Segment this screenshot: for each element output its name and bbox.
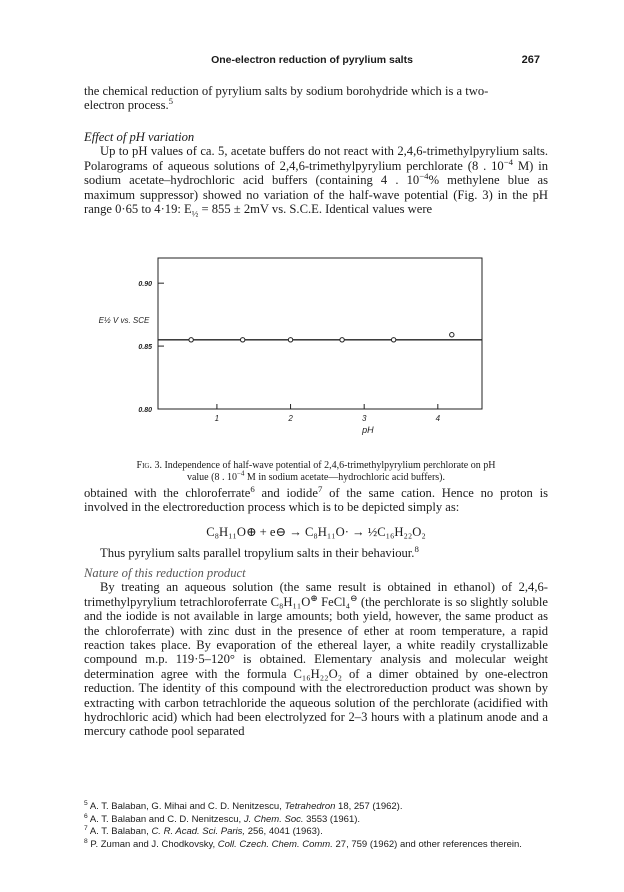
data-point (450, 333, 454, 337)
data-point (391, 338, 395, 342)
top-line-2: electron process. (84, 98, 169, 113)
conclusion-paragraph: Thus pyrylium salts parallel tropylium salts in their behaviour.$^8$ (100, 543, 419, 560)
data-point (240, 338, 244, 342)
x-axis-label: pH (362, 425, 374, 435)
footnote-8: $^8$ P. Zuman and J. Chodkovsky, Coll. Czech. Chem. Comm. 27, 759 (1962) and other references therein. (84, 837, 522, 850)
data-point (340, 338, 344, 342)
y-tick-label: 0.90 (138, 281, 152, 289)
y-tick-label: 0.85 (138, 344, 152, 352)
page-header (84, 54, 540, 70)
footnote-6: $^6$ A. T. Balaban and C. D. Nenitzescu, J. Chem. Soc. 3553 (1961). (84, 812, 361, 825)
data-point (288, 338, 292, 342)
x-tick-label: 1 (214, 414, 220, 423)
section-heading-nature: Nature of this reduction product (84, 566, 246, 580)
section-nature (84, 566, 548, 739)
half-wave-potential-chart (84, 246, 548, 476)
section-ph (84, 130, 548, 219)
ph-paragraph: Up to pH values of ca. 5, acetate buffers do not react with 2,4,6-trimethylpyrylium salts. Polarograms of aqueous solutions of 2,4,6-trimethylpyrylium perchlorate (8 . $10^{-4}$ M) in sodium acetate–hydrochloric acid buffers (containing 4 . $10^{-4}\%$ methylene blue as maximum suppressor) showed no variation of the half-wave potential (Fig. 3) in the pH range 0·65 to 4·19: $E_{\frac{1}{2}} = 855 \pm 2mV$ vs. S.C.E. Identical values were (84, 144, 548, 219)
figure-caption (84, 460, 548, 484)
after-figure-paragraph: obtained with the chloroferrate$^6$ and iodide$^7$ of the same cation. Hence no proton is involved in the electroreduction process which is to be depicted simply as: (84, 483, 548, 515)
section-heading-ph: Effect of pH variation (84, 130, 195, 144)
ref-5: 5 (168, 96, 174, 107)
footnote-7: $^7$ A. T. Balaban, C. R. Acad. Sci. Paris, 256, 4041 (1963). (84, 825, 323, 838)
page-number: 267 (521, 54, 540, 66)
reduction-equation: C₈H₁₁O⊕ + e⊖ → C₈H₁₁O· → ½C₁₆H₂₂O₂ (206, 525, 426, 539)
running-title: One-electron reduction of pyrylium salts (211, 54, 413, 66)
top-line-1: the chemical reduction of pyrylium salts by sodium borohydride which is a two- (84, 84, 489, 98)
plot-frame (158, 258, 482, 409)
footnotes (84, 801, 548, 851)
caption-label: Fig. 3. (136, 460, 162, 471)
caption-line-2: value (8 . $10^{-4}$ M in sodium acetate—hydrochloric acid buffers). (186, 469, 446, 483)
y-tick-label: 0.80 (138, 407, 152, 414)
nature-paragraph: By treating an aqueous solution (the same result is obtained in ethanol) of 2,4,6-trimethylpyrylium tetrachloroferrate C₈H₁₁O⊕ FeCl₄⊖ (the perchlorate is so slightly soluble and the iodide is not available in large amounts; both yield, however, the same product as the chloroferrate) with zinc dust in the presence of ether at room temperature, a rapid reaction takes place. By evaporation of the ethereal layer, a white readily crystallizable compound m.p. 119·5–120° is obtained. Elementary analysis and molecular weight determination agree with the formula C₁₆H₂₂O₂ of a dimer obtained by one-electron reduction. The identity of this compound with the electroreduction product was shown by extracting with carbon tetrachloride the aqueous solution of the perchlorate (acidified with hydrochloric acid) which had been electrolyzed for 2–3 hours with a platinum anode and a mercury cathode pool separated (84, 580, 548, 739)
footnote-5: $^5$ A. T. Balaban, G. Mihai and C. D. Nenitzescu, Tetrahedron 18, 257 (1962). (84, 799, 403, 812)
top-paragraph (84, 84, 548, 113)
y-axis-label: E½ V vs. SCE (98, 315, 150, 325)
x-tick-label: 3 (361, 414, 367, 423)
x-tick-label: 4 (435, 414, 441, 423)
caption-line-1: Independence of half-wave potential of 2,4,6-trimethylpyrylium perchlorate on pH (164, 460, 496, 471)
figure-3 (84, 246, 548, 476)
x-tick-label: 2 (288, 414, 293, 423)
ref-8: 8 (414, 543, 419, 554)
data-point (189, 338, 193, 342)
